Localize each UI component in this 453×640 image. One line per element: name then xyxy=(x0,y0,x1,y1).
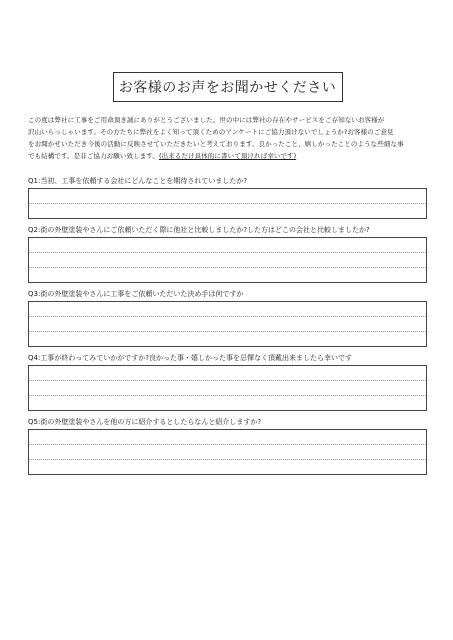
questions-section xyxy=(28,176,427,475)
handwritten-answer-line xyxy=(29,460,426,474)
question-label-q4: Q4:工事が終わってみていかがですか?良かった事・嬉しかった事を忌憚なく頂戴出来ましたら幸いです xyxy=(28,354,352,362)
handwritten-answer-line xyxy=(29,317,426,332)
answer-box-q3 xyxy=(28,301,427,347)
handwritten-answer-line xyxy=(29,238,426,253)
answer-box-q2 xyxy=(28,237,427,283)
handwritten-answer-line xyxy=(29,366,426,381)
question-label-q2: Q2:街の外壁塗装やさんにご依頼いただく際に他社と比較しましたか?した方はどこの会社と比較しましたか? xyxy=(28,226,370,234)
intro-line: この度は弊社に工事をご用命頂き誠にありがとうございました。世の中には弊社の存在やサービスをご存知ないお客様が xyxy=(28,116,385,124)
question-block-q5 xyxy=(28,417,427,475)
intro-underlined-note: (出来るだけ具体的に書いて頂ければ幸いです) xyxy=(158,152,297,160)
question-block-q4 xyxy=(28,353,427,411)
intro-line xyxy=(28,150,427,162)
handwritten-answer-line xyxy=(29,189,426,204)
answer-box-q4 xyxy=(28,365,427,411)
question-label-q3: Q3:街の外壁塗装やさんに工事をご依頼いただいた決め手は何ですか xyxy=(28,290,244,298)
question-label-q5: Q5:街の外壁塗装やさんを他の方に紹介するとしたらなんと紹介しますか? xyxy=(28,418,262,426)
intro-line: 沢山いらっしゃいます。その方たちに弊社をよく知って頂くためのアンケートにご協力頂けないでしょうか?お客様のご意見 xyxy=(28,128,394,136)
handwritten-answer-line xyxy=(29,445,426,460)
handwritten-answer-line xyxy=(29,430,426,445)
question-label-q1: Q1:当初、工事を依頼する会社にどんなことを期待されていましたか? xyxy=(28,177,248,185)
question-block-q3 xyxy=(28,289,427,347)
page-title xyxy=(113,72,343,102)
handwritten-answer-line xyxy=(29,396,426,410)
page-title-text: お客様のお声をお聞かせください xyxy=(118,80,337,96)
handwritten-answer-line xyxy=(29,332,426,346)
handwritten-answer-line xyxy=(29,302,426,317)
intro-line: をお聞かせいただき今後の活動に反映させていただきたいと考えております。良かったこと、嬉しかったことのような些細な事 xyxy=(28,140,404,148)
intro-line-text: でも結構です。是非ご協力お願い致します。 xyxy=(28,152,159,160)
question-block-q2 xyxy=(28,225,427,283)
handwritten-answer-line xyxy=(29,268,426,282)
handwritten-answer-line xyxy=(29,204,426,218)
intro-text xyxy=(28,114,427,162)
handwritten-answer-line xyxy=(29,381,426,396)
handwritten-answer-line xyxy=(29,253,426,268)
answer-box-q5 xyxy=(28,429,427,475)
question-block-q1 xyxy=(28,176,427,219)
answer-box-q1 xyxy=(28,188,427,219)
